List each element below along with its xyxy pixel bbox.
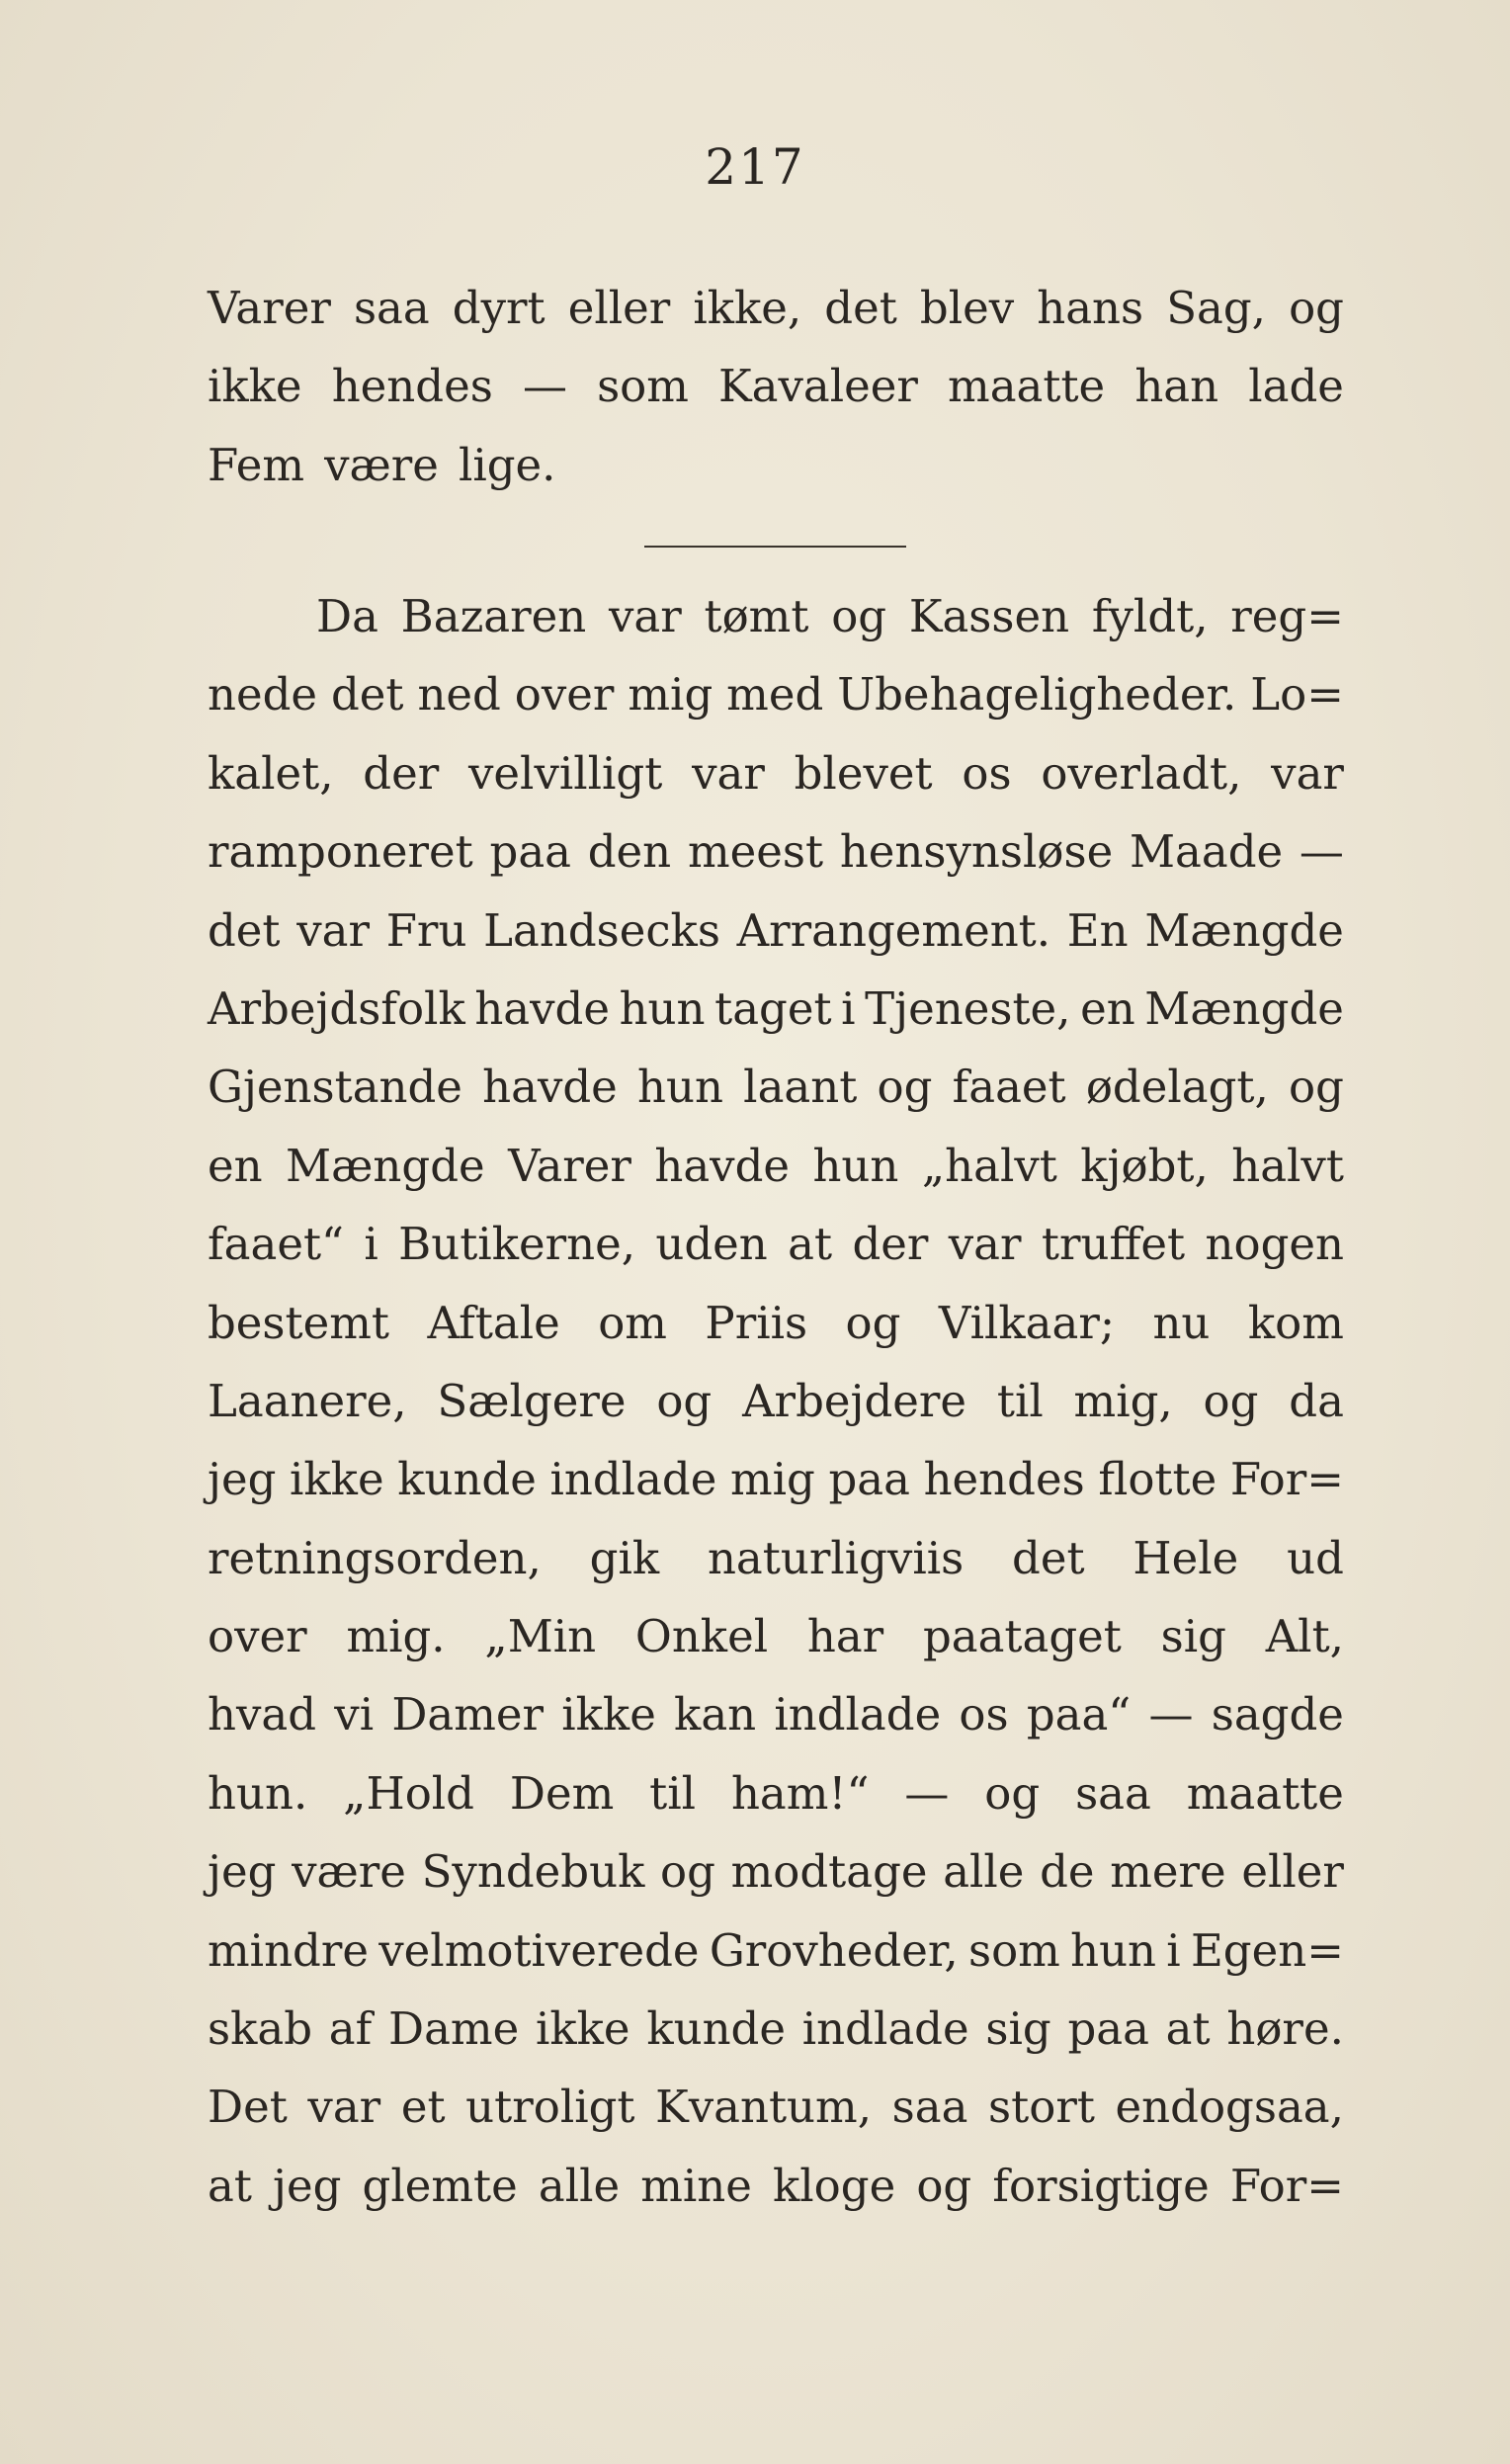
text-word: hans — [1037, 282, 1144, 334]
text-word: nede — [208, 668, 318, 722]
text-word: hun — [1070, 1923, 1157, 1977]
text-word: mine — [640, 2159, 752, 2212]
text-word: paataget — [922, 1610, 1122, 1663]
text-word: overladt, — [1041, 746, 1242, 800]
text-word: hvad — [208, 1688, 317, 1742]
text-word: ikke — [536, 2002, 630, 2056]
text-word: kjøbt, — [1080, 1139, 1209, 1192]
text-line — [208, 1127, 1344, 1205]
text-word: Sag, — [1166, 282, 1266, 334]
text-word: os — [959, 1688, 1009, 1742]
text-word: velmotiverede — [378, 1923, 700, 1977]
text-word: Det — [208, 2081, 288, 2134]
text-word: paa — [828, 1453, 910, 1506]
text-word: flotte — [1098, 1453, 1217, 1506]
text-word: har — [806, 1610, 884, 1663]
text-word: jeg — [208, 1845, 277, 1899]
text-word: var — [948, 1218, 1022, 1271]
text-word: af — [328, 2002, 373, 2056]
text-word: og — [877, 1061, 933, 1114]
text-word: hun — [812, 1139, 899, 1192]
text-word: indlade — [801, 2002, 969, 2056]
text-line — [208, 1048, 1344, 1126]
text-word: og — [984, 1766, 1041, 1820]
text-word: Gjenstande — [208, 1061, 462, 1114]
text-word: en — [1080, 981, 1135, 1035]
text-word: hensynsløse — [839, 825, 1114, 879]
text-word: at — [1165, 2002, 1211, 2056]
text-word: da — [1289, 1374, 1344, 1427]
text-word: Vilkaar; — [938, 1296, 1115, 1349]
text-word: høre. — [1226, 2002, 1344, 2056]
text-line — [208, 734, 1344, 812]
text-word: „Hold — [343, 1766, 474, 1820]
paragraph-2 — [208, 577, 1344, 2225]
text-word: faaet — [952, 1061, 1066, 1114]
text-line — [208, 1832, 1344, 1911]
text-word: saa — [353, 282, 430, 334]
text-line — [208, 577, 1344, 655]
text-line — [208, 2147, 1344, 2225]
text-word: hun. — [208, 1766, 308, 1820]
text-word: Varer — [208, 282, 331, 334]
text-word: laant — [743, 1061, 858, 1114]
text-word: eller — [567, 282, 671, 334]
text-word: retningsorden, — [208, 1531, 542, 1584]
text-word: havde — [654, 1139, 791, 1192]
text-word: Syndebuk — [421, 1845, 645, 1899]
text-word: ned — [417, 668, 501, 722]
text-word: var — [1271, 746, 1344, 800]
text-word: der — [852, 1218, 929, 1271]
text-word: hun — [637, 1061, 723, 1114]
text-word: Fem — [208, 438, 305, 491]
text-word: — — [904, 1766, 950, 1820]
text-word: sagde — [1211, 1688, 1344, 1742]
text-word: Sælgere — [437, 1374, 627, 1427]
text-word: skab — [208, 2002, 312, 2056]
text-word: den — [587, 825, 672, 879]
text-word: han — [1134, 360, 1219, 413]
text-word: sig — [985, 2002, 1051, 2056]
text-word: kunde — [646, 2002, 786, 2056]
text-word: reg= — [1230, 590, 1344, 642]
text-word: til — [649, 1766, 697, 1820]
text-word: — — [1148, 1688, 1194, 1742]
text-word: halvt — [1231, 1139, 1344, 1192]
text-word: Arbejdere — [742, 1374, 967, 1427]
text-word: Kassen — [908, 590, 1070, 642]
text-word: havde — [474, 981, 610, 1035]
text-word: være — [292, 1845, 406, 1899]
text-word: Bazaren — [400, 590, 587, 642]
text-word: kom — [1247, 1296, 1344, 1349]
text-word: Arrangement. — [736, 903, 1051, 957]
text-word: og — [1289, 1061, 1344, 1114]
text-word: ikke, — [693, 282, 802, 334]
text-word: det — [330, 668, 404, 722]
text-word: Damer — [391, 1688, 545, 1742]
text-word: dyrt — [452, 282, 545, 334]
text-word: og — [1203, 1374, 1259, 1427]
text-word: til — [996, 1374, 1044, 1427]
text-word: saa — [1075, 1766, 1151, 1820]
text-word: Priis — [705, 1296, 808, 1349]
text-word: jeg — [273, 2159, 342, 2212]
text-word: — — [522, 360, 567, 413]
text-word: kalet, — [208, 746, 334, 800]
text-word: Fru — [385, 903, 467, 957]
text-word: sig — [1160, 1610, 1226, 1663]
text-word: Mængde — [286, 1139, 485, 1192]
text-word: eller — [1241, 1845, 1344, 1899]
text-word: var — [692, 746, 765, 800]
text-word: mig — [729, 1453, 815, 1506]
text-word: ikke — [561, 1688, 656, 1742]
text-line — [208, 1205, 1344, 1283]
text-line — [208, 347, 1344, 425]
text-line — [208, 1675, 1344, 1753]
text-word: og — [656, 1374, 713, 1427]
text-line — [208, 1440, 1344, 1518]
text-word: Arbejdsfolk — [208, 981, 465, 1035]
text-word: indlade — [549, 1453, 717, 1506]
text-word: i — [364, 1218, 378, 1271]
text-word: Butikerne, — [398, 1218, 636, 1271]
text-line — [208, 1519, 1344, 1597]
section-divider — [644, 546, 906, 548]
text-word: det — [208, 903, 281, 957]
text-word: indlade — [774, 1688, 942, 1742]
text-word: mig. — [346, 1610, 446, 1663]
text-word: nu — [1152, 1296, 1211, 1349]
text-word: jeg — [208, 1453, 277, 1506]
text-line — [208, 1362, 1344, 1440]
text-word: Mængde — [1144, 903, 1344, 957]
text-word: mig, — [1073, 1374, 1173, 1427]
text-word: var — [608, 590, 682, 642]
text-word: der — [363, 746, 440, 800]
text-word: Lo= — [1250, 668, 1344, 722]
text-word: Dem — [509, 1766, 615, 1820]
text-word: de — [1040, 1845, 1095, 1899]
text-word: i — [1166, 1923, 1181, 1977]
text-word: blevet — [794, 746, 933, 800]
text-line — [208, 892, 1344, 970]
text-word: Mængde — [1144, 981, 1344, 1035]
text-word: en — [208, 1139, 263, 1192]
text-word: naturligviis — [707, 1531, 965, 1584]
text-word: og — [831, 590, 887, 642]
text-word: fyldt, — [1091, 590, 1209, 642]
text-word: kan — [674, 1688, 757, 1742]
text-word: taget — [714, 981, 832, 1035]
text-word: Kvantum, — [655, 2081, 873, 2134]
text-word: Aftale — [427, 1296, 560, 1349]
text-word: Maade — [1129, 825, 1284, 879]
page-number: 217 — [705, 138, 805, 196]
text-word: blev — [919, 282, 1015, 334]
text-word: Da — [316, 590, 378, 642]
text-word: Hele — [1132, 1531, 1239, 1584]
text-word: var — [307, 2081, 381, 2134]
text-word: stort — [988, 2081, 1095, 2134]
text-line — [208, 1284, 1344, 1362]
text-word: kunde — [397, 1453, 537, 1506]
text-word: maatte — [1186, 1766, 1344, 1820]
text-word: faaet“ — [208, 1218, 345, 1271]
text-word: ødelagt, — [1085, 1061, 1269, 1114]
text-word: Kavaleer — [718, 360, 918, 413]
text-word: glemte — [362, 2159, 518, 2212]
text-word: og — [845, 1296, 901, 1349]
text-word: ham!“ — [730, 1766, 870, 1820]
text-word: saa — [891, 2081, 968, 2134]
text-line — [208, 655, 1344, 733]
text-word: Egen= — [1190, 1923, 1344, 1977]
text-word: i — [841, 981, 856, 1035]
text-word: lade — [1248, 360, 1344, 413]
text-word: havde — [482, 1061, 618, 1114]
text-word: Laanere, — [208, 1374, 407, 1427]
text-word: kloge — [773, 2159, 896, 2212]
text-word: meest — [687, 825, 824, 879]
text-word: „Min — [484, 1610, 597, 1663]
text-word: var — [296, 903, 370, 957]
text-line — [208, 812, 1344, 891]
text-word: Alt, — [1265, 1610, 1344, 1663]
text-line — [208, 426, 1344, 504]
text-word: utroligt — [465, 2081, 635, 2134]
text-word: med — [726, 668, 824, 722]
text-line — [208, 2068, 1344, 2146]
text-word: som — [597, 360, 689, 413]
text-word: os — [962, 746, 1012, 800]
text-word: modtage — [730, 1845, 928, 1899]
text-word: at — [208, 2159, 252, 2212]
text-word: nogen — [1205, 1218, 1344, 1271]
text-word: velvilligt — [468, 746, 663, 800]
text-line — [208, 1597, 1344, 1675]
text-word: forsigtige — [992, 2159, 1210, 2212]
paragraph-1 — [208, 269, 1344, 504]
text-word: hendes — [331, 360, 493, 413]
text-word: ramponeret — [208, 825, 473, 879]
text-word: mindre — [208, 1923, 369, 1977]
text-line — [208, 1912, 1344, 1990]
text-word: være — [324, 438, 439, 491]
text-word: Grovheder, — [709, 1923, 959, 1977]
text-line — [208, 269, 1344, 347]
text-word: vi — [334, 1688, 375, 1742]
text-word: tømt — [704, 590, 809, 642]
text-word: alle — [538, 2159, 621, 2212]
text-word: En — [1066, 903, 1129, 957]
text-word: hendes — [923, 1453, 1085, 1506]
text-word: og — [660, 1845, 715, 1899]
text-word: alle — [943, 1845, 1025, 1899]
text-word: og — [1289, 282, 1344, 334]
text-word: mig — [628, 668, 713, 722]
text-word: mere — [1110, 1845, 1226, 1899]
text-line — [208, 1990, 1344, 2068]
text-line — [208, 970, 1344, 1048]
text-word: Landsecks — [483, 903, 720, 957]
text-word: gik — [589, 1531, 660, 1584]
text-word: over — [208, 1610, 307, 1663]
text-word: truffet — [1041, 1218, 1186, 1271]
text-word: Varer — [508, 1139, 631, 1192]
text-word: hun — [619, 981, 706, 1035]
text-line — [208, 1754, 1344, 1832]
text-word: bestemt — [208, 1296, 389, 1349]
text-word: uden — [655, 1218, 768, 1271]
text-word: ud — [1287, 1531, 1344, 1584]
text-word: det — [824, 282, 897, 334]
text-word: paa“ — [1026, 1688, 1132, 1742]
text-word: maatte — [948, 360, 1106, 413]
text-word: ikke — [290, 1453, 384, 1506]
text-word: og — [916, 2159, 972, 2212]
text-word: — — [1299, 825, 1344, 879]
text-word: at — [788, 1218, 833, 1271]
text-word: det — [1012, 1531, 1085, 1584]
text-word: Onkel — [634, 1610, 769, 1663]
text-word: „halvt — [921, 1139, 1057, 1192]
text-word: paa — [489, 825, 571, 879]
text-word: For= — [1229, 2159, 1344, 2212]
text-word: Ubehageligheder. — [837, 668, 1237, 722]
text-word: Tjeneste, — [865, 981, 1071, 1035]
text-word: ikke — [208, 360, 302, 413]
text-word: lige. — [458, 438, 556, 491]
text-word: Dame — [388, 2002, 520, 2056]
text-word: For= — [1229, 1453, 1344, 1506]
text-word: som — [967, 1923, 1060, 1977]
text-word: om — [598, 1296, 667, 1349]
text-word: over — [514, 668, 615, 722]
text-word: paa — [1067, 2002, 1149, 2056]
text-word: et — [400, 2081, 446, 2134]
text-word: endogsaa, — [1115, 2081, 1344, 2134]
